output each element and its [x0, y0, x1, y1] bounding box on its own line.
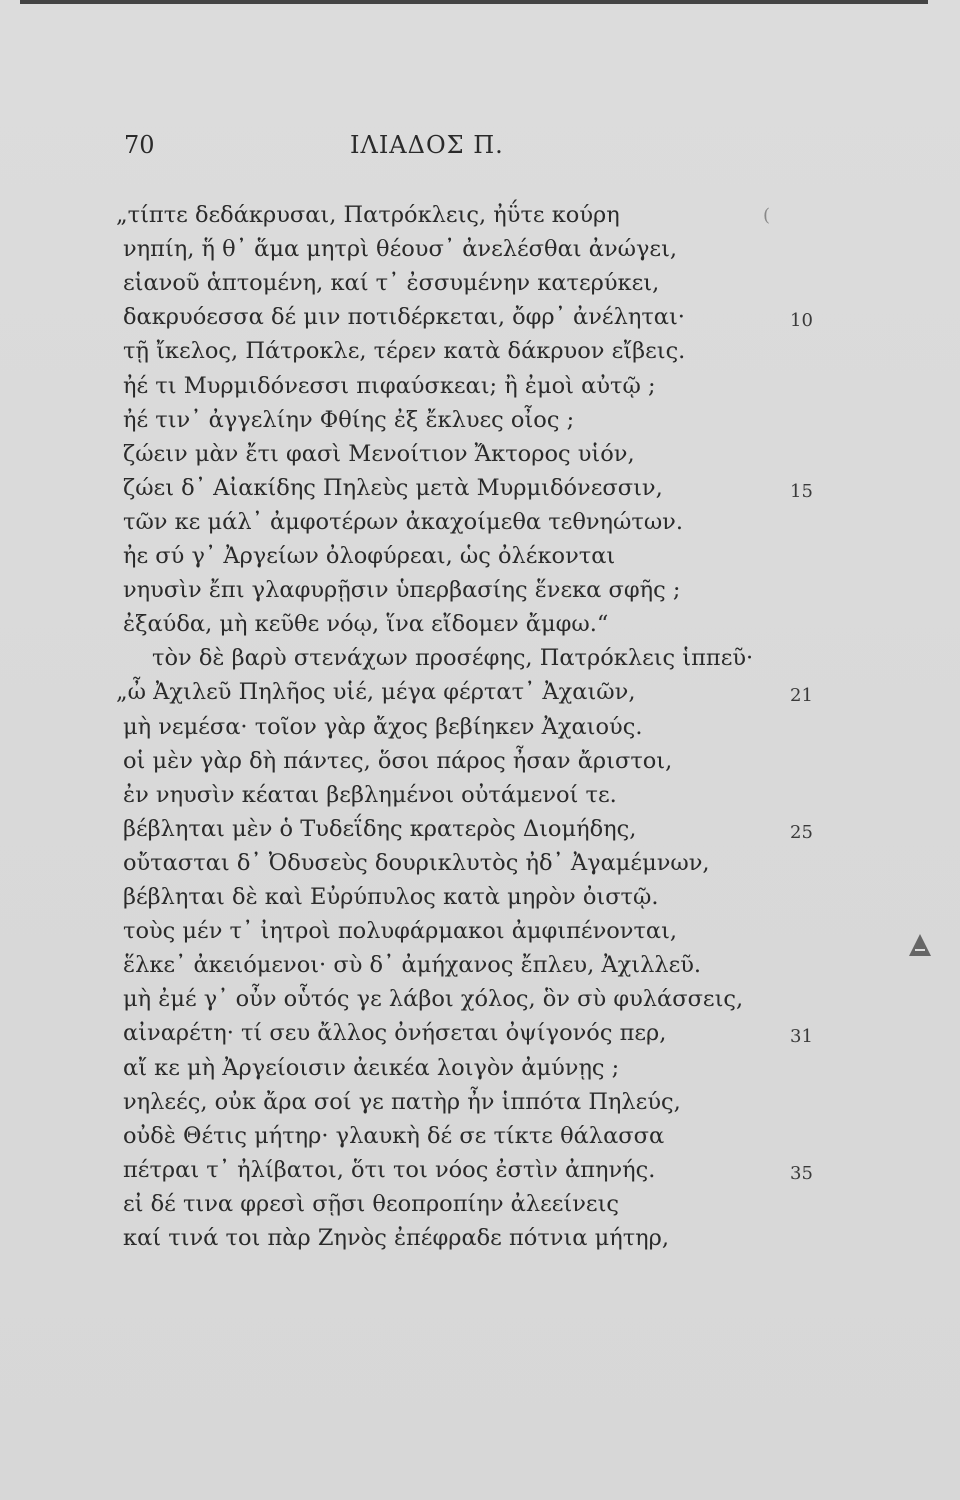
verse-line: εἰ δέ τινα φρεσὶ σῇσι θεοπροπίην ἀλεείνεις: [123, 1190, 619, 1217]
line-number: 25: [790, 821, 813, 843]
line-number: 21: [790, 685, 813, 707]
verse-line: καί τινά τοι πὰρ Ζηνὸς ἐπέφραδε πότνια μήτηρ,: [123, 1225, 670, 1251]
verse-line: νηυσὶν ἔπι γλαφυρῇσιν ὑπερβασίης ἕνεκα σφῆς ;: [123, 577, 681, 604]
verse-line: οὔτασται δ᾽ Ὀδυσεὺς δουρικλυτὸς ἠδ᾽ Ἀγαμέμνων,: [123, 849, 710, 876]
line-number: 35: [790, 1162, 813, 1184]
verse-line: εἱανοῦ ἁπτομένη, καί τ᾽ ἐσσυμένην κατερύκει,: [123, 270, 660, 297]
verse-line: ἐξαύδα, μὴ κεῦθε νόῳ, ἵνα εἴδομεν ἄμφω.“: [123, 611, 609, 638]
verse-line: νηπίη, ἥ θ᾽ ἅμα μητρὶ θέουσ᾽ ἀνελέσθαι ἀνώγει,: [123, 236, 678, 263]
line-number: 10: [790, 310, 813, 332]
verse-line: „ὦ Ἀχιλεῦ Πηλῆος υἱέ, μέγα φέρτατ᾽ Ἀχαιῶν,: [116, 679, 636, 706]
margin-mark: (: [763, 205, 771, 226]
verse-line: βέβληται δὲ καὶ Εὐρύπυλος κατὰ μηρὸν ὀιστῷ.: [123, 884, 659, 910]
verse-line: μὴ ἐμέ γ᾽ οὖν οὗτός γε λάβοι χόλος, ὃν σὺ φυλάσσεις,: [123, 986, 744, 1013]
line-number: 15: [790, 480, 813, 502]
verse-line: δακρυόεσσα δέ μιν ποτιδέρκεται, ὄφρ᾽ ἀνέληται·: [123, 304, 685, 331]
verse-line: οἱ μὲν γὰρ δὴ πάντες, ὅσοι πάρος ἦσαν ἄριστοι,: [123, 747, 673, 774]
verse-line: νηλεές, οὐκ ἄρα σοί γε πατὴρ ἦν ἱππότα Πηλεύς,: [123, 1088, 681, 1115]
margin-printer-mark-icon: [905, 930, 935, 960]
verse-line: τοὺς μέν τ᾽ ἰητροὶ πολυφάρμακοι ἀμφιπένονται,: [123, 918, 678, 945]
verse-line: ζώει δ᾽ Αἰακίδης Πηλεὺς μετὰ Μυρμιδόνεσσιν,: [123, 474, 663, 501]
verse-line: αἰναρέτη· τί σευ ἄλλος ὀνήσεται ὀψίγονός περ,: [123, 1020, 667, 1047]
verse-line: οὐδὲ Θέτις μήτηρ· γλαυκὴ δέ σε τίκτε θάλασσα: [123, 1122, 665, 1149]
verse-line: ἐν νηυσὶν κέαται βεβλημένοι οὐτάμενοί τε.: [123, 781, 617, 808]
verse-line: τῇ ἴκελος, Πάτροκλε, τέρεν κατὰ δάκρυον εἴβεις.: [123, 338, 686, 365]
verse-line: ἠέ τιν᾽ ἀγγελίην Φθίης ἐξ ἔκλυες οἶος ;: [123, 406, 575, 433]
verse-line: αἴ κε μὴ Ἀργείοισιν ἀεικέα λοιγὸν ἀμύνῃς ;: [123, 1054, 620, 1081]
line-number: 31: [790, 1026, 813, 1048]
verse-line: ἕλκε᾽ ἀκειόμενοι· σὺ δ᾽ ἀμήχανος ἔπλευ, Ἀχιλλεῦ.: [123, 952, 702, 979]
verse-line: βέβληται μὲν ὁ Τυδεΐδης κρατερὸς Διομήδης,: [123, 815, 637, 842]
verse-line: ζώειν μὰν ἔτι φασὶ Μενοίτιον Ἄκτορος υἱόν,: [123, 440, 635, 467]
running-head: ΙΛΙΑΔΟΣ Π.: [350, 131, 504, 159]
verse-line: τὸν δὲ βαρὺ στενάχων προσέφης, Πατρόκλεις ἱππεῦ·: [152, 645, 754, 672]
verse-line: ἠέ τι Μυρμιδόνεσσι πιφαύσκεαι; ἢ ἐμοὶ αὐτῷ ;: [123, 372, 656, 399]
page-number: 70: [124, 131, 155, 159]
verse-line: μὴ νεμέσα· τοῖον γὰρ ἄχος βεβίηκεν Ἀχαιούς.: [123, 713, 643, 740]
verse-line: τῶν κε μάλ᾽ ἀμφοτέρων ἀκαχοίμεθα τεθνηώτων.: [123, 508, 684, 535]
top-edge-rule: [20, 0, 928, 4]
verse-line: ἠε σύ γ᾽ Ἀργείων ὀλοφύρεαι, ὡς ὀλέκονται: [123, 543, 616, 569]
verse-line: „τίπτε δεδάκρυσαι, Πατρόκλεις, ἠΰτε κούρη: [116, 202, 620, 228]
verse-line: πέτραι τ᾽ ἠλίβατοι, ὅτι τοι νόος ἐστὶν ἀπηνής.: [123, 1156, 656, 1183]
